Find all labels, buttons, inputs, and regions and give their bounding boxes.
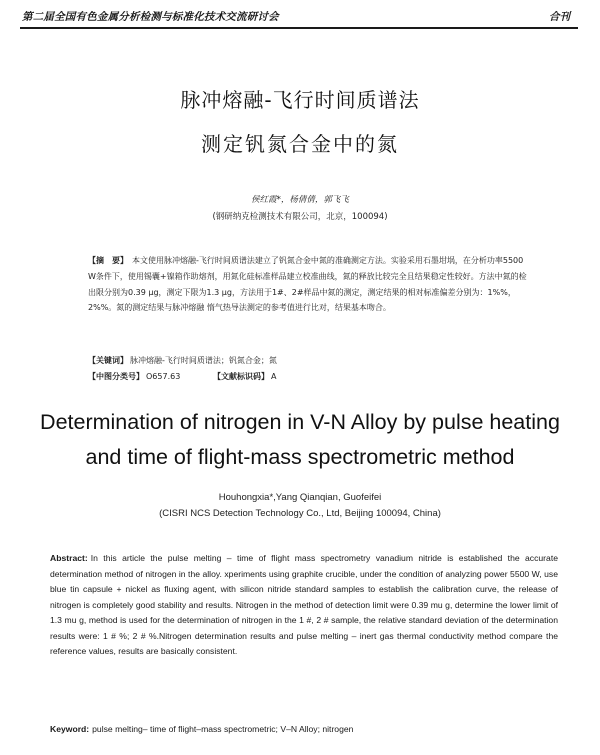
header-rule bbox=[20, 27, 578, 29]
chinese-title-line-1: 脉冲熔融-飞行时间质谱法 bbox=[180, 88, 420, 112]
english-title-line-1: Determination of nitrogen in V-N Alloy by pulse heating bbox=[40, 410, 560, 434]
conference-name: 第二届全国有色金属分析检测与标准化技术交流研讨会 bbox=[22, 11, 279, 23]
english-keywords-label: Keyword: bbox=[50, 724, 90, 734]
chinese-affiliation: (钢研纳克检测技术有限公司，北京，100094) bbox=[212, 212, 388, 222]
chinese-authors: 侯红霞*，杨倩倩，郭飞飞 bbox=[251, 195, 349, 205]
document-code-value: A bbox=[271, 372, 277, 381]
chinese-abstract-label: 【摘 要】 bbox=[88, 256, 128, 265]
running-header bbox=[0, 0, 600, 34]
english-keywords-text: pulse melting– time of flight–mass spectrometric; V–N Alloy; nitrogen bbox=[92, 724, 354, 734]
english-title-line-2: and time of flight-mass spectrometric method bbox=[85, 445, 515, 469]
english-abstract-label: Abstract: bbox=[50, 553, 88, 563]
section-label: 合刊 bbox=[549, 11, 570, 23]
english-abstract-text: In this article the pulse melting – time of flight mass spectrometry vanadium nitride is established the accurate determination method of nitrogen in the alloy. xperiments using graphite crucible, under the condition of analyzing power 5500 W, use blue tin capsule + nickel as fluxing agent, with silicon nitride standard samples to establish the calibration curve, the release of nitrogen is completely good stability and results. Nitrogen in the method of detection limit were 0.39 mu g, determine the lower limit of 1.3 mu g, method is used for the determination of nitrogen in the 1 #, 2 # sample, the relative standard deviation of the determination results were: 1 # %; 2 # %.Nitrogen determination results and pulse melting – inert gas thermal conductivity method compare the reference values, results are basically consistent. bbox=[50, 553, 558, 656]
document-code bbox=[213, 371, 276, 382]
chinese-keywords-label: 【关键词】 bbox=[88, 356, 128, 365]
english-affiliation: (CISRI NCS Detection Technology Co., Ltd, Beijing 100094, China) bbox=[159, 508, 441, 519]
chinese-abstract bbox=[88, 253, 530, 316]
english-authors: Houhongxia*,Yang Qianqian, Guofeifei bbox=[218, 492, 382, 503]
english-keywords bbox=[50, 724, 558, 734]
document-code-label: 【文献标识码】 bbox=[213, 372, 269, 381]
class-number-value: O657.63 bbox=[146, 372, 181, 381]
chinese-keywords bbox=[88, 355, 530, 366]
chinese-title-line-2: 测定钒氮合金中的氮 bbox=[201, 132, 399, 156]
english-abstract bbox=[50, 551, 558, 660]
chinese-abstract-text: 本文使用脉冲熔融-飞行时间质谱法建立了钒氮合金中氮的准确测定方法。实验采用石墨坩埚，在分析功率5500 W条件下，使用锡囊+镍箱作助熔剂，用氮化硅标准样品建立校准曲线，氮的释放比较完全且结果稳定性较好。方法中氮的检出限分别为0.39 μg，测定下限为1.3 μg，方法用于1#、2#样品中氮的测定，测定结果的相对标准偏差分别为：1%%，2%%。氮的测定结果与脉冲熔融 惰气热导法测定的参考值进行比对，结果基本吻合。 bbox=[88, 256, 527, 313]
class-number-label: 【中图分类号】 bbox=[88, 372, 144, 381]
chinese-classification bbox=[88, 371, 530, 382]
chinese-keywords-text: 脉冲熔融-飞行时间质谱法；钒氮合金；氮 bbox=[130, 356, 277, 365]
